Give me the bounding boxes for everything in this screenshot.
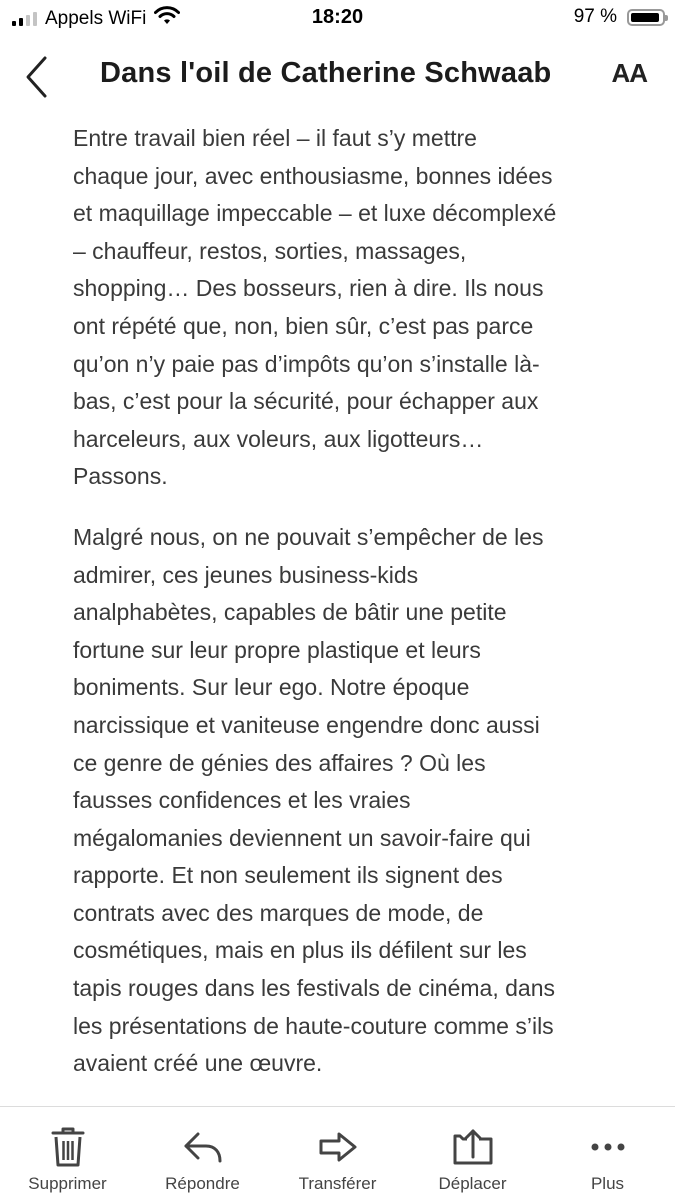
forward-icon <box>316 1123 360 1171</box>
battery-percent: 97 % <box>573 6 617 27</box>
more-icon <box>586 1123 630 1171</box>
more-button[interactable] <box>540 1107 675 1201</box>
move-button[interactable] <box>405 1107 540 1201</box>
paragraph: Entre travail bien réel – il faut s’y mettre chaque jour, avec enthousiasme, bonnes idées et maquillage impeccable – et luxe décomplexé – chauffeur, restos, sorties, massages, shopping… Des bosseurs, rien à dire. Ils nous ont répété que, non, bien sûr, c’est pas parce qu’on n’y paie pas d’impôts qu’on s’installe là- bas, c’est pour la sécurité, pour échapper aux harceleurs, aux voleurs, aux ligotteurs… Passons. <box>73 125 557 490</box>
status-right <box>574 6 665 28</box>
more-label: Plus <box>590 1174 625 1193</box>
carrier-label: Appels WiFi <box>45 7 147 29</box>
move-label: Déplacer <box>438 1174 507 1193</box>
status-time: 18:20 <box>311 6 364 28</box>
reply-button[interactable] <box>135 1107 270 1201</box>
back-button[interactable] <box>18 52 58 102</box>
trash-icon <box>46 1123 90 1171</box>
text-size-button[interactable] <box>611 58 647 89</box>
page-title: Dans l'oil de Catherine Schwaab <box>100 57 552 89</box>
move-icon <box>451 1123 495 1171</box>
paragraph: Malgré nous, on ne pouvait s’empêcher de les admirer, ces jeunes business-kids analphabètes, capables de bâtir une petite fortune sur leur propre plastique et leurs boniments. Sur leur ego. Notre époque narcissique et vaniteuse engendre donc aussi ce genre de génies des affaires ? Où les fausses confidences et les vraies mégalomanies deviennent un savoir-faire qui rapporte. Et non seulement ils signent des contrats avec des marques de mode, de cosmétiques, mais en plus ils défilent sur les tapis rouges dans les festivals de cinéma, dans les présentations de haute-couture comme s’ils avaient créé une œuvre. <box>73 523 555 1077</box>
text-size-label: AA <box>611 58 647 88</box>
message-body <box>73 120 633 1083</box>
battery-icon <box>627 9 665 26</box>
chevron-left-icon <box>18 52 58 102</box>
forward-label: Transférer <box>298 1174 377 1193</box>
reply-icon <box>181 1123 225 1171</box>
bottom-toolbar <box>0 1106 675 1201</box>
reply-label: Répondre <box>165 1174 240 1193</box>
forward-button[interactable] <box>270 1107 405 1201</box>
nav-bar <box>0 44 675 110</box>
delete-button[interactable] <box>0 1107 135 1201</box>
status-bar <box>0 0 675 40</box>
delete-label: Supprimer <box>28 1174 107 1193</box>
